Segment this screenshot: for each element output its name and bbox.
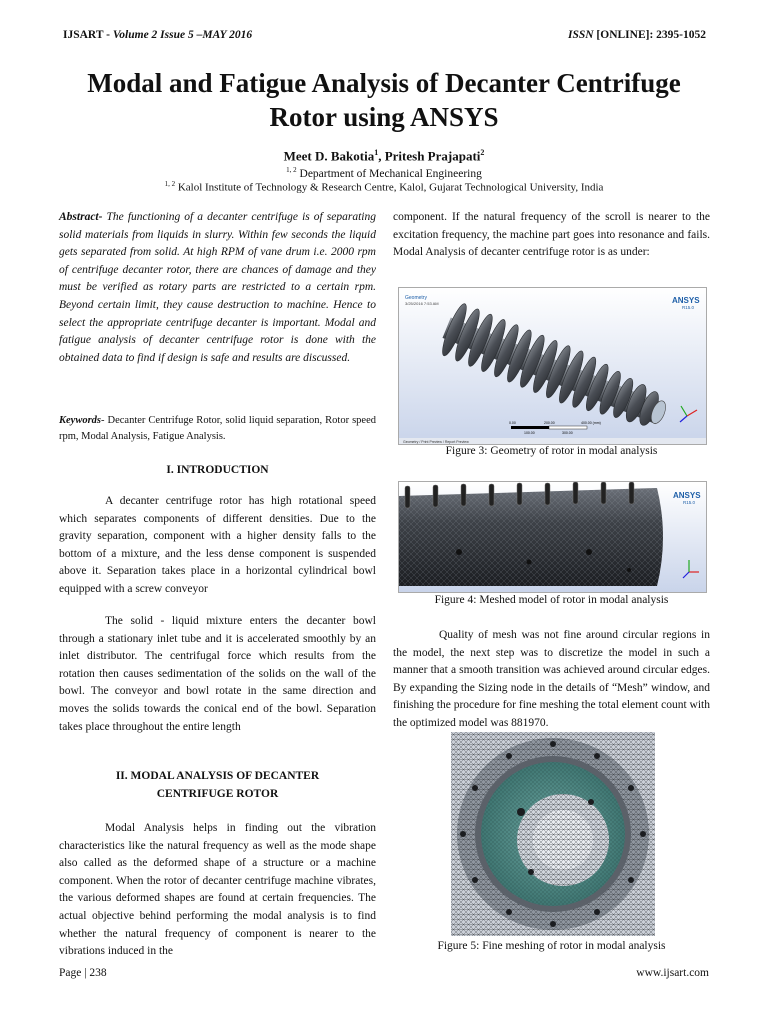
author-list — [0, 148, 768, 164]
journal-name: IJSART — [63, 29, 104, 41]
intro-paragraph-2: The solid - liquid mixture enters the decanter bowl through a stationary inlet tube and it is accelerated smoothly by an inlet distributor. The centrifugal force which results from the rotation then causes sedimentation of the solids on the wall of the bowl. The conveyor and bowl rotate in the same direction and moves the solids towards the conical end of the bowl. Separation takes place throughout the entire length — [59, 615, 376, 733]
keywords-text: - Decanter Centrifuge Rotor, solid liquid separation, Rotor speed rpm, Modal Analysis, Fatigue Analysis. — [59, 415, 376, 442]
fig3-scale-3: 100.00 — [524, 431, 535, 435]
author-2: Pritesh Prajapati — [384, 148, 481, 164]
paper-title — [40, 66, 728, 134]
fig3-scale-1: 200.00 — [544, 421, 555, 425]
fig3-scale-4: 300.00 — [562, 431, 573, 435]
right-paragraph-2: Quality of mesh was not fine around circular regions in the model, the next step was to discretize the model in such a manner that a smooth transition was achieved around circular edges. By expanding the Sizing node in the details of “Mesh” window, and finishing the procedure for fine meshing the total element count with the optimized model was 881970. — [393, 629, 710, 729]
figure-4-caption: Figure 4: Meshed model of rotor in modal analysis — [434, 594, 669, 606]
right-paragraph-1: component. If the natural frequency of the scroll is nearer to the excitation frequency, the machine part goes into resonance and fails. Modal Analysis of decanter centrifuge rotor is as under: — [393, 211, 710, 259]
affiliation-dept — [0, 166, 768, 180]
fig3-corner-title: Geometry — [405, 295, 427, 301]
issn-label: ISSN — [567, 29, 594, 41]
figure-5-caption: Figure 5: Fine meshing of rotor in modal analysis — [437, 940, 666, 952]
keywords-label: Keywords — [59, 415, 101, 426]
affiliation-inst-sup: 1, 2 — [164, 180, 176, 188]
figure-4-meshed-image — [398, 481, 707, 593]
fig4-ansys-logo: ANSYS — [673, 491, 701, 500]
abstract-text: The functioning of a decanter centrifuge is of separating solid materials from liquids in slurry. Within few seconds the liquid gets separated from solid. At high RPM of vane drum i.e. 2000 rpm of centrifuge decanter rotor, there are chances of damage and they must be verified as rotary parts are restricted to a certain rpm. Beyond certain limit, they cause destruction to machine. Hence to select the appropriate centrifuge decanter is important. Modal and fatigue analysis of decanter centrifuge rotor is done with the obtained data to find if design is safe and results are discussed. — [59, 211, 376, 364]
fig3-scale-0: 0.00 — [509, 421, 516, 425]
issn-value: [ONLINE]: 2395-1052 — [596, 29, 706, 41]
author-separator: , — [378, 148, 385, 164]
figure-5-fine-mesh-image — [451, 732, 655, 936]
modal-paragraph-1: Modal Analysis helps in finding out the vibration characteristics like the natural frequency as well as the mode shape also called as the deformed shape of a structure or a machine component. When the rotor of decanter centrifuge machine vibrates, the various deformed shapes are found at certain frequencies. The actual objective behind performing the modal analysis is to find whether the natural frequency of component is nearer to the vibrations induced in the — [59, 822, 376, 958]
running-header-right — [568, 29, 706, 41]
figure-5-svg — [451, 732, 655, 936]
section-heading-modal-analysis — [59, 767, 376, 803]
affiliation-institute — [0, 180, 768, 194]
paper-title-line1: Modal and Fatigue Analysis of Decanter Centrifuge — [87, 68, 681, 98]
figure-3-caption: Figure 3: Geometry of rotor in modal analysis — [445, 445, 658, 457]
journal-volume: Volume 2 Issue 5 –MAY 2016 — [112, 29, 253, 41]
author-1: Meet D. Bakotia — [283, 148, 375, 164]
section-heading-modal-line1: II. MODAL ANALYSIS OF DECANTER — [115, 770, 320, 782]
fig3-scale-2: 400.00 (mm) — [581, 421, 601, 425]
running-header-left: IJSART - Volume 2 Issue 5 –MAY 2016 — [63, 29, 253, 41]
page-number: Page | 238 — [59, 967, 107, 979]
fig3-ansys-logo: ANSYS — [672, 296, 700, 305]
fig4-ansys-version: R15.0 — [683, 500, 696, 505]
abstract-label: Abstract- — [59, 211, 103, 223]
fig3-tabs: Geometry / Print Preview / Report Preview — [403, 440, 469, 444]
author-1-sup: 1 — [374, 148, 379, 157]
section-heading-modal-line2: CENTRIFUGE ROTOR — [156, 788, 279, 800]
section-heading-introduction: I. INTRODUCTION — [166, 464, 269, 476]
affiliation-inst-text: Kalol Institute of Technology & Research Centre, Kalol, Gujarat Technological University, India — [177, 181, 604, 194]
intro-paragraph-1: A decanter centrifuge rotor has high rotational speed which separates components of different densities. Due to the gravity separation, component with a higher density falls to the bottom of a mixture, and the less dense component is suspended above it. Separation takes place in a horizontal cylindrical bowl equipped with a screw conveyor — [59, 495, 376, 595]
figure-3-svg — [399, 288, 706, 444]
figure-4-svg — [399, 482, 706, 592]
paper-title-line2: Rotor using ANSYS — [269, 102, 499, 132]
figure-3-geometry-image — [398, 287, 707, 445]
author-2-sup: 2 — [480, 148, 485, 157]
fig3-corner-date: 3/25/2016 7:53 AM — [405, 301, 439, 306]
affiliation-dept-sup: 1, 2 — [286, 166, 297, 174]
affiliation-dept-text: Department of Mechanical Engineering — [299, 167, 482, 180]
footer-website: www.ijsart.com — [636, 967, 709, 979]
abstract — [59, 209, 376, 367]
keywords — [59, 413, 376, 445]
fig3-ansys-version: R15.0 — [682, 305, 695, 310]
